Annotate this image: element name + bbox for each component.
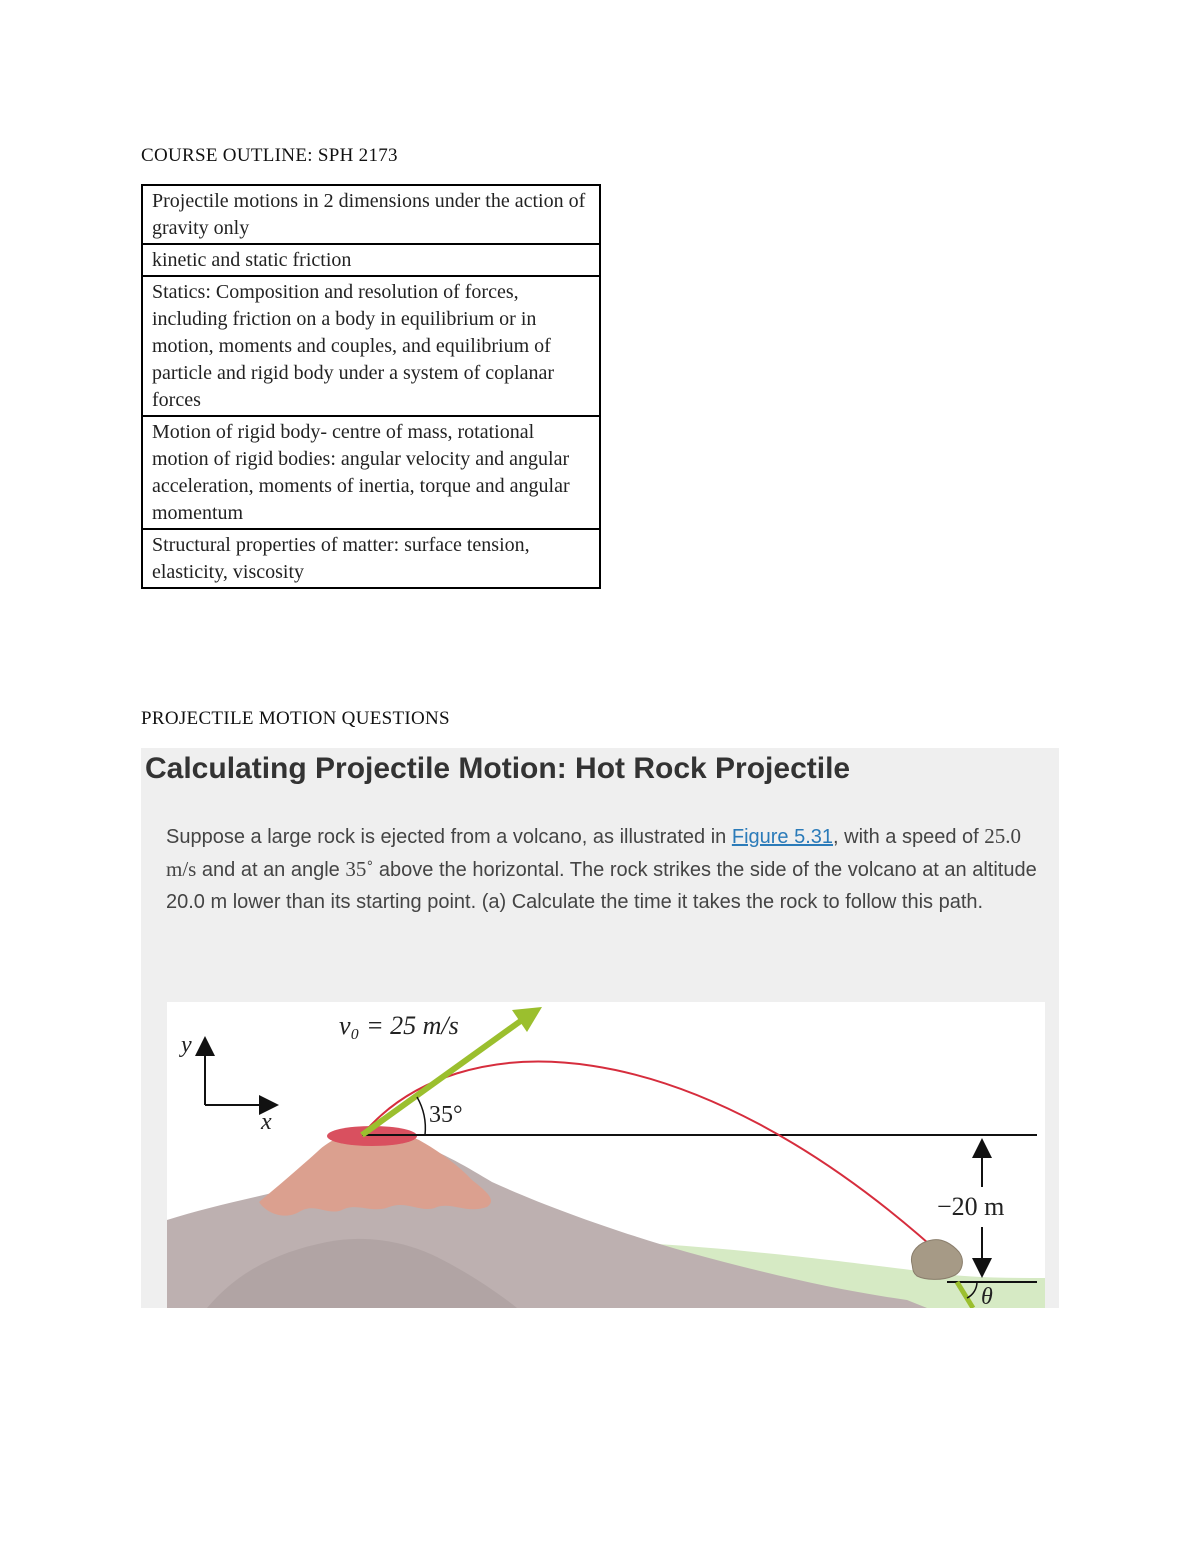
drop-label: −20 m bbox=[937, 1192, 1005, 1221]
topic-cell: Motion of rigid body- centre of mass, rotational motion of rigid bodies: angular velocity and angular acceleration, moments of inertia, torque and angular momentum bbox=[142, 416, 600, 529]
table-row bbox=[142, 416, 600, 529]
table-row bbox=[142, 185, 600, 244]
angle-arc bbox=[417, 1097, 425, 1135]
questions-heading: PROJECTILE MOTION QUESTIONS bbox=[141, 708, 450, 729]
topic-cell: Structural properties of matter: surface tension, elasticity, viscosity bbox=[142, 529, 600, 588]
velocity-arrowhead bbox=[512, 1007, 542, 1032]
topic-cell: kinetic and static friction bbox=[142, 244, 600, 276]
problem-text: and at an angle bbox=[196, 859, 346, 881]
angle-value: 35˚ bbox=[345, 857, 374, 881]
table-row bbox=[142, 529, 600, 588]
problem-statement bbox=[166, 820, 1046, 918]
axis-x-label: x bbox=[261, 1109, 272, 1135]
example-title: Calculating Projectile Motion: Hot Rock Projectile bbox=[145, 752, 851, 785]
velocity-label: v₀ = 25 m/s bbox=[339, 1011, 459, 1040]
course-outline-heading: COURSE OUTLINE: SPH 2173 bbox=[141, 145, 398, 166]
table-row bbox=[142, 244, 600, 276]
rock bbox=[911, 1240, 962, 1280]
theta-label: θ bbox=[981, 1284, 993, 1308]
table-row bbox=[142, 276, 600, 416]
angle-label: 35° bbox=[429, 1102, 463, 1128]
volcano-diagram bbox=[167, 1002, 1045, 1308]
topic-cell: Projectile motions in 2 dimensions under the action of gravity only bbox=[142, 185, 600, 244]
figure-link[interactable]: Figure 5.31 bbox=[731, 826, 834, 848]
speed-value: 25.0 m/s bbox=[166, 824, 1021, 881]
problem-text: above the horizontal. The rock strikes the side of the volcano at an altitude 20.0 m lower than its starting point. (a) Calculate the time it takes the rock to follow this path. bbox=[166, 859, 1037, 913]
volcano-figure bbox=[167, 1002, 1045, 1308]
axis-y-label: y bbox=[181, 1032, 192, 1058]
example-panel bbox=[141, 748, 1059, 1308]
problem-text: , with a speed of bbox=[833, 826, 985, 848]
problem-text: Suppose a large rock is ejected from a volcano, as illustrated in bbox=[166, 826, 732, 848]
topic-cell: Statics: Composition and resolution of forces, including friction on a body in equilibrium or in motion, moments and couples, and equilibrium of particle and rigid body under a system of coplanar forces bbox=[142, 276, 600, 416]
course-outline-table bbox=[141, 184, 601, 589]
